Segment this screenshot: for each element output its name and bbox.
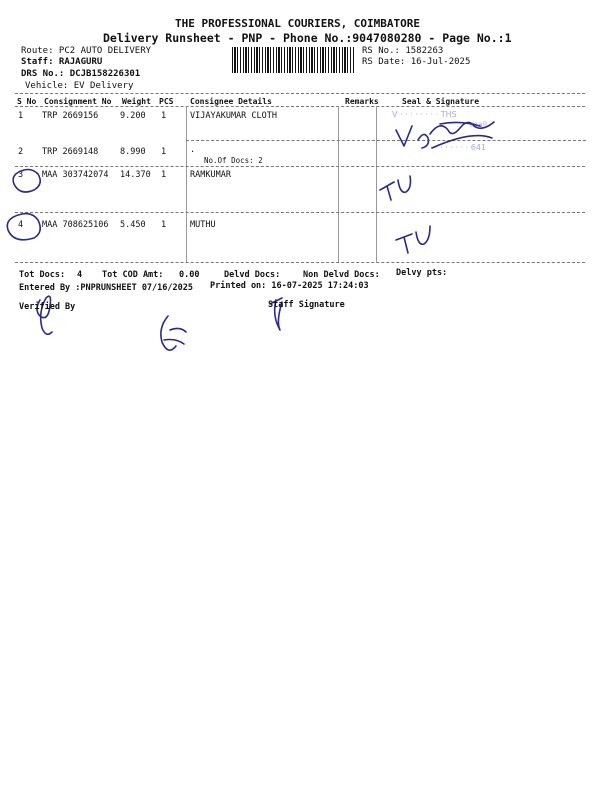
stamp-text-line3: · · · · · · · · · 641 <box>425 143 487 152</box>
stamp-text-line2: mall <box>470 120 488 129</box>
row4-pcs: 1 <box>161 220 167 230</box>
row1-pcs: 1 <box>161 111 167 121</box>
row3-consignee: RAMKUMAR <box>190 170 231 180</box>
tot-cod-label: Tot COD Amt: <box>102 270 164 280</box>
row2-pcs: 1 <box>161 147 167 157</box>
row2-doc-count: No.Of Docs: 2 <box>204 156 263 165</box>
row4-circle-icon <box>7 214 40 240</box>
row1-signature-icon <box>396 122 494 148</box>
col-sno: S No <box>17 97 37 106</box>
row4-weight: 5.450 <box>120 220 146 230</box>
col-weight: Weight <box>122 97 151 106</box>
stamp-text-line1: V · · · · · · · · THS <box>392 110 457 119</box>
row1-weight: 9.200 <box>120 111 146 121</box>
staff-label: Staff: RAJAGURU <box>21 57 103 67</box>
printed-on: Printed on: 16-07-2025 17:24:03 <box>210 281 369 291</box>
row3-weight: 14.370 <box>120 170 151 180</box>
row3-pcs: 1 <box>161 170 167 180</box>
row2-consignee: . <box>190 145 196 155</box>
staff-signature-label: Staff Signature <box>268 300 345 310</box>
row4-consignment: MAA 708625106 <box>42 220 109 230</box>
row1-sno: 1 <box>18 111 24 121</box>
non-delvd-docs-label: Non Delvd Docs: <box>303 270 380 280</box>
route-label: Route: PC2 AUTO DELIVERY <box>21 46 152 56</box>
delvy-pts-label: Delvy pts: <box>396 268 448 278</box>
verified-by-label: Verified By <box>19 302 76 312</box>
row3-initials-icon <box>380 176 411 200</box>
row1-consignee: VIJAYAKUMAR CLOTH <box>190 111 277 121</box>
row4-initials-icon <box>396 226 430 253</box>
row1-consignment: TRP 2669156 <box>42 111 99 121</box>
tot-docs-value: 4 <box>77 270 83 280</box>
runsheet-subtitle: Delivery Runsheet - PNP - Phone No.:9047080280 - Page No.:1 <box>103 31 512 45</box>
tot-cod-value: 0.00 <box>179 270 200 280</box>
middle-signature-icon <box>161 316 186 350</box>
col-consignee: Consignee Details <box>190 97 272 106</box>
col-pcs: PCS <box>159 97 174 106</box>
row3-circle-icon <box>13 170 40 193</box>
row2-sno: 2 <box>18 147 24 157</box>
vehicle-label: Vehicle: EV Delivery <box>25 81 134 91</box>
tot-docs-label: Tot Docs: <box>19 270 66 280</box>
col-seal-signature: Seal & Signature <box>402 97 480 106</box>
rs-date: RS Date: 16-Jul-2025 <box>362 57 471 67</box>
row2-consignment: TRP 2669148 <box>42 147 99 157</box>
delvd-docs-label: Delvd Docs: <box>224 270 281 280</box>
row4-consignee: MUTHU <box>190 220 216 230</box>
rs-number: RS No.: 1582263 <box>362 46 444 56</box>
col-consignment: Consignment No <box>44 97 112 106</box>
row2-weight: 8.990 <box>120 147 146 157</box>
row4-sno: 4 <box>18 220 24 230</box>
entered-by: Entered By :PNPRUNSHEET 07/16/2025 <box>19 283 193 293</box>
col-remarks: Remarks <box>345 97 379 106</box>
company-title: THE PROFESSIONAL COURIERS, COIMBATORE <box>175 17 421 30</box>
row3-sno: 3 <box>18 170 24 180</box>
drs-number: DRS No.: DCJB158226301 <box>21 69 141 79</box>
row3-consignment: MAA 303742074 <box>42 170 109 180</box>
